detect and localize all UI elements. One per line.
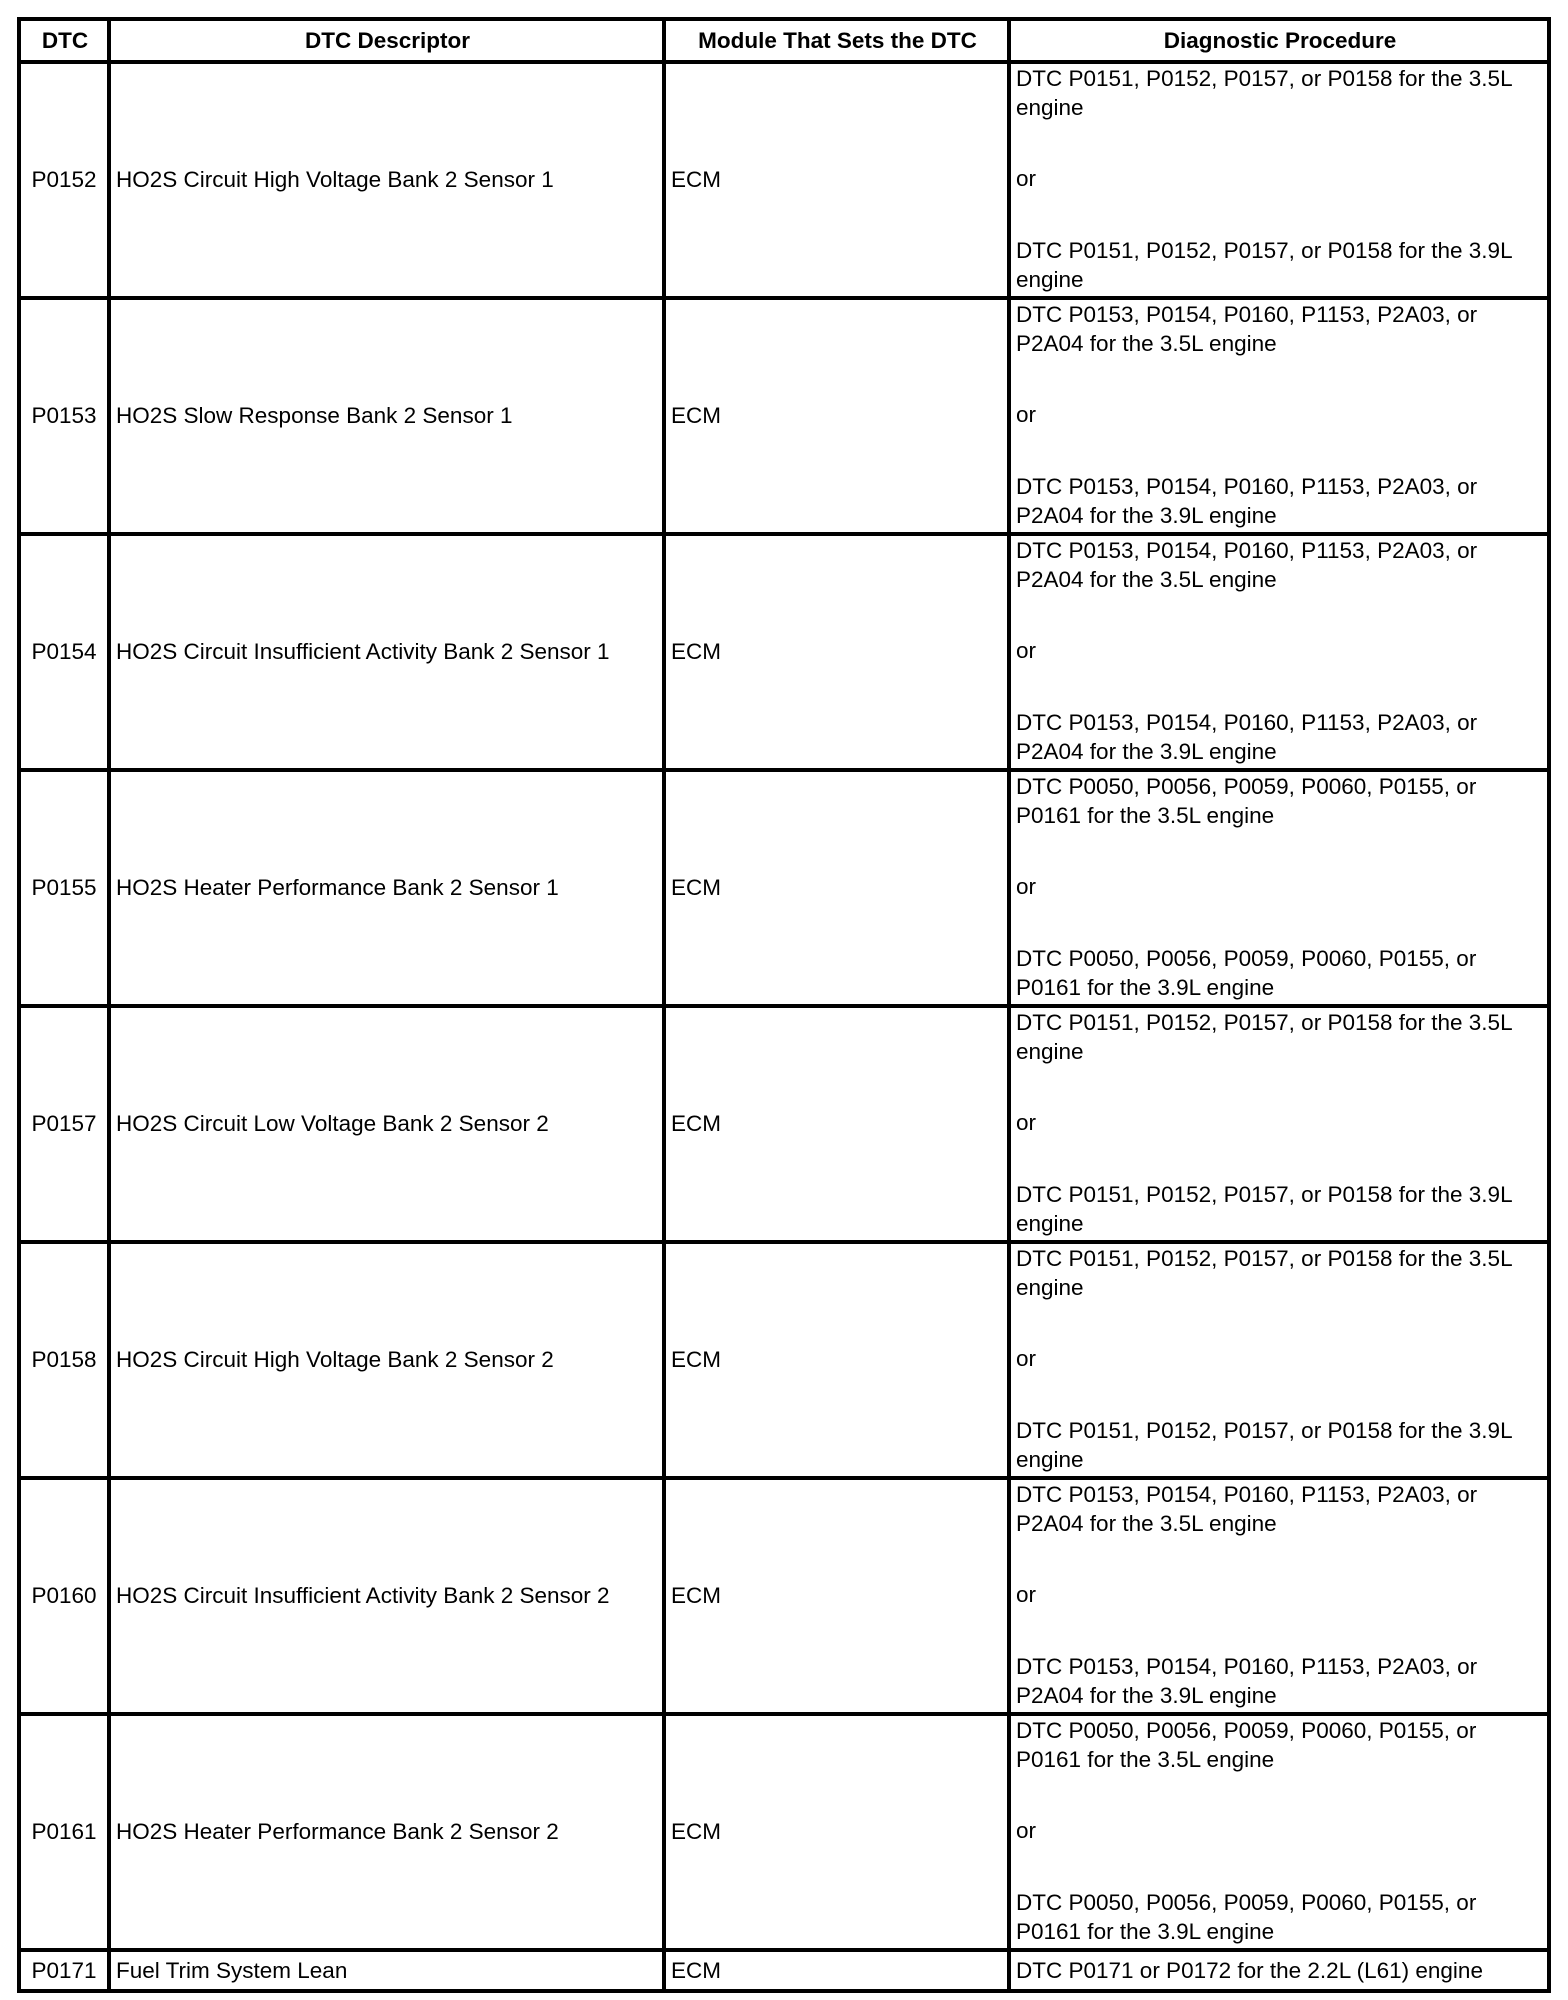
dtc-descriptor: HO2S Heater Performance Bank 2 Sensor 2 [109, 1714, 664, 1950]
header-dtc: DTC [19, 19, 109, 62]
diagnostic-procedure [1009, 534, 1549, 770]
procedure-first-engine: DTC P0153, P0154, P0160, P1153, P2A03, or P2A04 for the 3.5L engine [1016, 538, 1478, 593]
dtc-descriptor: HO2S Heater Performance Bank 2 Sensor 1 [109, 770, 664, 1006]
dtc-code: P0158 [19, 1242, 109, 1478]
dtc-descriptor: HO2S Slow Response Bank 2 Sensor 1 [109, 298, 664, 534]
dtc-descriptor: HO2S Circuit Insufficient Activity Bank 2 Sensor 2 [109, 1478, 664, 1714]
procedure-first-engine: DTC P0151, P0152, P0157, or P0158 for the 3.5L engine [1016, 66, 1512, 121]
procedure-second-engine: DTC P0153, P0154, P0160, P1153, P2A03, or P2A04 for the 3.9L engine [1016, 709, 1478, 764]
header-row [19, 19, 1549, 62]
diagnostic-procedure [1009, 1478, 1549, 1714]
dtc-descriptor: HO2S Circuit High Voltage Bank 2 Sensor 2 [109, 1242, 664, 1478]
dtc-descriptor: HO2S Circuit Insufficient Activity Bank 2 Sensor 1 [109, 534, 664, 770]
dtc-module: ECM [664, 1478, 1009, 1714]
table-row [19, 770, 1549, 1006]
header-descriptor: DTC Descriptor [109, 19, 664, 62]
procedure-second-engine: DTC P0153, P0154, P0160, P1153, P2A03, or P2A04 for the 3.9L engine [1016, 473, 1478, 528]
dtc-code: P0161 [19, 1714, 109, 1950]
dtc-code: P0157 [19, 1006, 109, 1242]
table-row-last [19, 1950, 1549, 1991]
dtc-code: P0160 [19, 1478, 109, 1714]
dtc-module: ECM [664, 1950, 1009, 1991]
dtc-module: ECM [664, 534, 1009, 770]
dtc-module: ECM [664, 770, 1009, 1006]
procedure-first-engine: DTC P0151, P0152, P0157, or P0158 for the 3.5L engine [1016, 1246, 1512, 1301]
procedure-or: or [1016, 402, 1037, 428]
procedure-first-engine: DTC P0151, P0152, P0157, or P0158 for the 3.5L engine [1016, 1010, 1512, 1065]
procedure-second-engine: DTC P0153, P0154, P0160, P1153, P2A03, or P2A04 for the 3.9L engine [1016, 1653, 1478, 1708]
table-row [19, 534, 1549, 770]
procedure-first-engine: DTC P0153, P0154, P0160, P1153, P2A03, or P2A04 for the 3.5L engine [1016, 1482, 1478, 1537]
procedure-second-engine: DTC P0050, P0056, P0059, P0060, P0155, or P0161 for the 3.9L engine [1016, 1889, 1477, 1944]
procedure-second-engine: DTC P0151, P0152, P0157, or P0158 for the 3.9L engine [1016, 1181, 1512, 1236]
dtc-code: P0155 [19, 770, 109, 1006]
header-procedure: Diagnostic Procedure [1009, 19, 1549, 62]
procedure-second-engine: DTC P0151, P0152, P0157, or P0158 for the 3.9L engine [1016, 1417, 1512, 1472]
dtc-module: ECM [664, 62, 1009, 298]
diagnostic-procedure [1009, 1714, 1549, 1950]
table-row [19, 298, 1549, 534]
dtc-module: ECM [664, 1714, 1009, 1950]
dtc-table [17, 17, 1551, 1993]
procedure-or: or [1016, 638, 1037, 664]
dtc-code: P0153 [19, 298, 109, 534]
diagnostic-procedure: DTC P0171 or P0172 for the 2.2L (L61) engine [1009, 1950, 1549, 1991]
procedure-second-engine: DTC P0151, P0152, P0157, or P0158 for the 3.9L engine [1016, 237, 1512, 292]
diagnostic-procedure [1009, 1006, 1549, 1242]
table-row [19, 62, 1549, 298]
dtc-descriptor: HO2S Circuit Low Voltage Bank 2 Sensor 2 [109, 1006, 664, 1242]
dtc-descriptor: Fuel Trim System Lean [109, 1950, 664, 1991]
procedure-first-engine: DTC P0050, P0056, P0059, P0060, P0155, or P0161 for the 3.5L engine [1016, 774, 1477, 829]
diagnostic-procedure [1009, 62, 1549, 298]
dtc-code: P0152 [19, 62, 109, 298]
table-body [19, 62, 1549, 1991]
dtc-module: ECM [664, 1006, 1009, 1242]
procedure-or: or [1016, 1582, 1037, 1608]
table-row [19, 1006, 1549, 1242]
diagnostic-procedure [1009, 770, 1549, 1006]
table-row [19, 1242, 1549, 1478]
diagnostic-procedure [1009, 298, 1549, 534]
procedure-first-engine: DTC P0153, P0154, P0160, P1153, P2A03, or P2A04 for the 3.5L engine [1016, 302, 1478, 357]
dtc-descriptor: HO2S Circuit High Voltage Bank 2 Sensor 1 [109, 62, 664, 298]
table-row [19, 1478, 1549, 1714]
procedure-or: or [1016, 1818, 1037, 1844]
dtc-code: P0171 [19, 1950, 109, 1991]
dtc-module: ECM [664, 1242, 1009, 1478]
procedure-or: or [1016, 1110, 1037, 1136]
dtc-code: P0154 [19, 534, 109, 770]
procedure-or: or [1016, 1346, 1037, 1372]
procedure-first-engine: DTC P0050, P0056, P0059, P0060, P0155, or P0161 for the 3.5L engine [1016, 1718, 1477, 1773]
procedure-or: or [1016, 874, 1037, 900]
dtc-module: ECM [664, 298, 1009, 534]
table-row [19, 1714, 1549, 1950]
diagnostic-procedure [1009, 1242, 1549, 1478]
table-header [19, 19, 1549, 62]
procedure-second-engine: DTC P0050, P0056, P0059, P0060, P0155, or P0161 for the 3.9L engine [1016, 945, 1477, 1000]
procedure-or: or [1016, 166, 1037, 192]
header-module: Module That Sets the DTC [664, 19, 1009, 62]
